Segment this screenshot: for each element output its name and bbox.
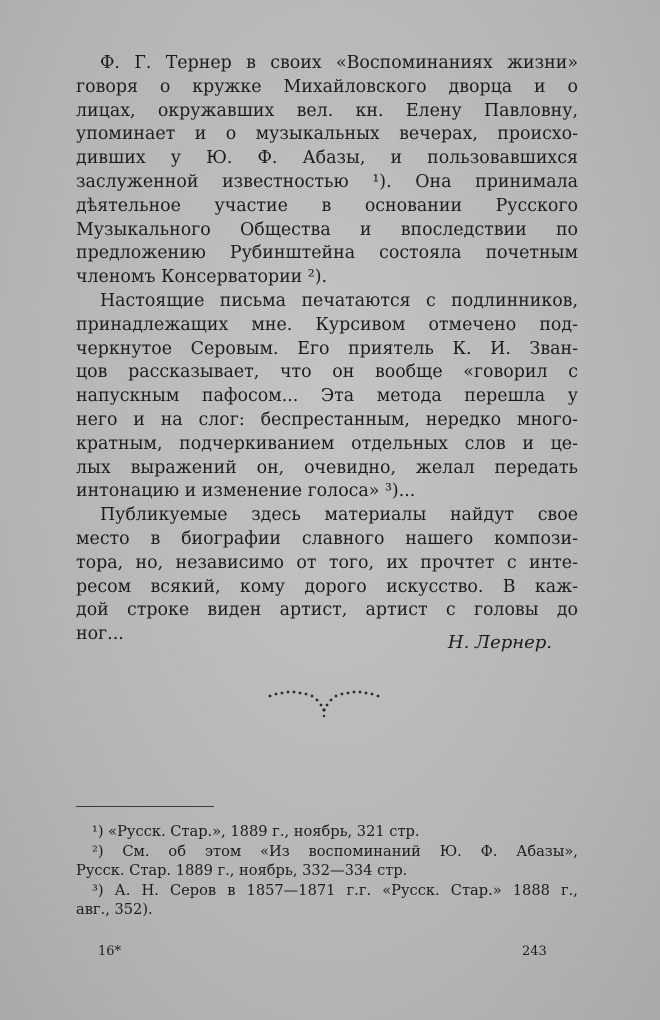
text-line: Настоящие письма печатаются с подлинников, [100, 290, 578, 311]
paragraph-3 [76, 504, 578, 647]
text-line: напускным пафосом... Эта метода перешла у [76, 386, 578, 407]
text-line: Ф. Г. Тернер в своих «Воспоминаниях жизни» [100, 53, 578, 73]
footnote-2: ²) См. об этом «Из воспоминаний Ю. Ф. Абазы», [92, 842, 578, 860]
text-line: говоря о кружке Михайловского дворца и о [76, 76, 578, 97]
text-line: него и на слог: беспрестанным, нередко много- [76, 409, 578, 430]
text-line: ресом всякий, кому дорого искусство. В каж- [76, 576, 578, 597]
text-line: дой строке виден артист, артист с головы до [76, 600, 578, 621]
text-line: ног... [76, 624, 124, 645]
text-line: членомъ Консерватории ²). [76, 267, 328, 288]
text-line: лицах, окружавших вел. кн. Елену Павловну, [76, 100, 578, 121]
text-line: тора, но, независимо от того, их прочтет с инте- [76, 552, 578, 573]
footnote-3: ³) А. Н. Серов в 1857—1871 г.г. «Русск. Стар.» 1888 г., [92, 881, 578, 899]
paragraph-1 [76, 52, 578, 290]
author-signature: Н. Лернер. [447, 632, 552, 653]
text-line: черкнутое Серовым. Его приятель К. И. Зван- [76, 338, 578, 359]
footnote-2-cont: Русск. Стар. 1889 г., ноябрь, 332—334 стр. [76, 862, 408, 879]
text-line: место в биографии славного нашего компози- [76, 528, 578, 549]
footnote-divider [76, 806, 214, 807]
text-line: заслуженной известностью ¹). Она принимала [76, 171, 578, 192]
text-line: принадлежащих мне. Курсивом отмечено под- [76, 314, 578, 335]
text-line: Публикуемые здесь материалы найдут свое [100, 505, 578, 526]
page-number: 243 [522, 944, 547, 959]
text-line: кратным, подчеркиванием отдельных слов и це- [76, 433, 578, 454]
main-text [76, 52, 578, 647]
text-line: предложению Рубинштейна состояла почетным [76, 243, 578, 264]
text-line: интонацию и изменение голоса» ³)... [76, 481, 416, 502]
text-line: дѣятельное участие в основании Русского [76, 195, 578, 216]
text-line: дивших у Ю. Ф. Абазы, и пользовавшихся [76, 148, 578, 169]
footnotes [76, 822, 578, 920]
printer-signature-mark: 16* [98, 944, 122, 959]
paragraph-2 [76, 290, 578, 504]
ornament-icon [266, 686, 382, 722]
footnote-1: ¹) «Русск. Стар.», 1889 г., ноябрь, 321 стр. [92, 823, 420, 840]
text-line: лых выражений он, очевидно, желал передать [76, 457, 578, 478]
text-line: упоминает и о музыкальных вечерах, происхо- [76, 124, 578, 145]
text-line: Музыкального Общества и впоследствии по [76, 219, 578, 240]
footnote-3-cont: авг., 352). [76, 901, 153, 918]
text-line: цов рассказывает, что он вообще «говорил с [76, 362, 578, 383]
